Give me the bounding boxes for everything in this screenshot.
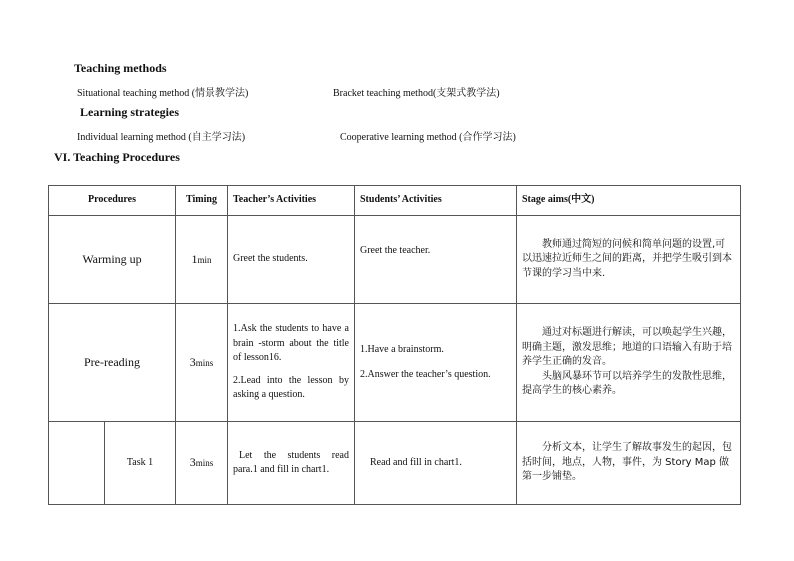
- stage-aims-text-2: 头脑风暴环节可以培养学生的发散性思维，提高学生的核心素养。: [522, 370, 732, 397]
- student-activity-cell: [355, 422, 517, 505]
- student-activity-2: 2.Answer the teacher’s question.: [360, 368, 491, 380]
- stage-aims-text: 教师通过简短的问候和简单问题的设置,可以迅速拉近师生之间的距离，并把学生吸引到本节课的学习当中来.: [522, 238, 732, 279]
- procedures-table: [48, 185, 741, 505]
- header-timing: Timing: [176, 186, 228, 216]
- timing-cell: [176, 304, 228, 422]
- table-row: [49, 304, 741, 422]
- timing-unit: mins: [195, 458, 214, 469]
- header-stage-aims: Stage aims(中文): [517, 186, 741, 216]
- teacher-activity-text: Let the students read para.1 and fill in chart1.: [233, 449, 349, 475]
- timing-cell: [176, 216, 228, 304]
- timing-number: 3: [189, 354, 196, 369]
- teaching-method-1: Situational teaching method (情景教学法): [77, 88, 249, 99]
- timing-number: 3: [189, 455, 196, 470]
- learning-strategies-heading: Learning strategies: [80, 105, 179, 119]
- task-cell: Task 1: [105, 422, 176, 505]
- timing-number: 1: [191, 251, 198, 266]
- stage-aims-cell: [517, 304, 741, 422]
- table-row: [49, 216, 741, 304]
- teaching-method-2: Bracket teaching method(支架式教学法): [333, 88, 500, 99]
- teacher-activity-cell: Greet the students.: [228, 216, 355, 304]
- learning-strategy-2: Cooperative learning method (合作学习法): [340, 132, 516, 143]
- timing-cell: [176, 422, 228, 505]
- stage-aims-text-1: 通过对标题进行解读，可以唤起学生兴趣，明确主题，激发思维；地道的口语输入有助于培养学生正确的发音。: [522, 327, 732, 368]
- timing-unit: min: [197, 254, 212, 265]
- teaching-methods-heading: Teaching methods: [74, 61, 167, 75]
- header-students-activities: Students’ Activities: [355, 186, 517, 216]
- stage-aims-text: 分析文本，让学生了解故事发生的起因，包括时间，地点，人物，事件，为 Story Map 做第一步铺垫。: [522, 442, 732, 483]
- timing-unit: mins: [195, 357, 214, 368]
- teacher-activity-1: 1.Ask the students to have a brain -storm about the title of lesson16.: [233, 323, 349, 364]
- student-activity-cell: Greet the teacher.: [355, 216, 517, 304]
- student-activity-text: Read and fill in chart1.: [370, 456, 462, 468]
- table-row: [49, 422, 741, 505]
- table-header-row: [49, 186, 741, 216]
- section-title: VI. Teaching Procedures: [54, 150, 180, 164]
- learning-strategy-1: Individual learning method (自主学习法): [77, 132, 246, 143]
- student-activity-cell: [355, 304, 517, 422]
- procedure-cell: Warming up: [49, 216, 176, 304]
- teacher-activity-cell: [228, 304, 355, 422]
- teacher-activity-cell: [228, 422, 355, 505]
- student-activity-1: 1.Have a brainstorm.: [360, 344, 444, 355]
- teacher-activity-2: 2.Lead into the lesson by asking a question.: [233, 374, 349, 401]
- stage-aims-cell: [517, 216, 741, 304]
- header-procedures: Procedures: [49, 186, 176, 216]
- header-teacher-activities: Teacher’s Activities: [228, 186, 355, 216]
- stage-aims-cell: [517, 422, 741, 505]
- procedure-cell: [49, 422, 105, 505]
- procedure-cell: Pre-reading: [49, 304, 176, 422]
